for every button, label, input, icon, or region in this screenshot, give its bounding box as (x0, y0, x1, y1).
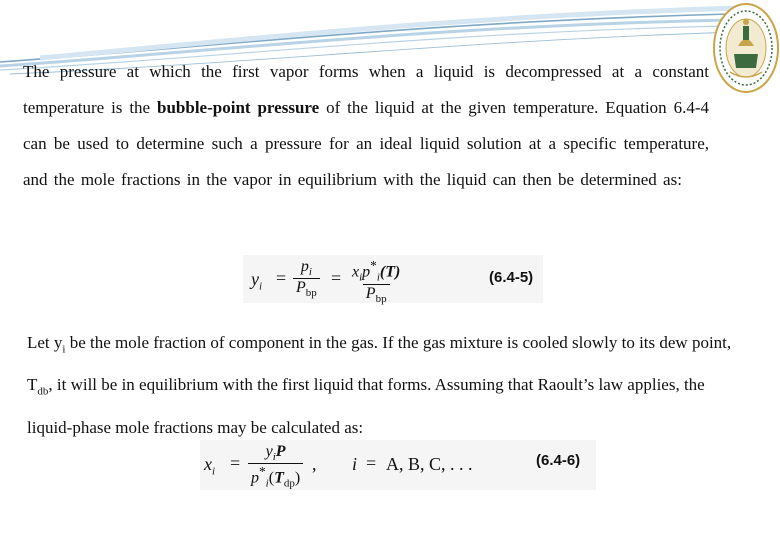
eq2-comma: , (312, 454, 317, 474)
eq2-lhs: $x_i$ (204, 454, 216, 478)
eq2-equals: = (230, 453, 241, 473)
dew-text-1: Let y (27, 333, 63, 352)
eq2-index: i (352, 454, 358, 474)
dew-text-2: be the mole fraction of component in the gas. If the gas mixture is cooled slowly to its dew point, T (27, 333, 732, 395)
dew-sub-i: i (62, 343, 66, 356)
eq1-lhs: $y_i$ (251, 269, 263, 293)
eq1-fraction-1: $p_i$ $P_{bp}$ (293, 258, 320, 299)
eq2-index-values: A, B, C, . . . (386, 454, 473, 474)
intro-paragraph (23, 54, 709, 198)
eq1-fraction-2: $x_ip^*_i(T)$ $P_{bp}$ (352, 258, 401, 305)
bubble-point-term: bubble-point pressure (157, 98, 320, 117)
dew-text-3: , it will be in equilibrium with the first liquid that forms. Assuming that Raoult’s law applies, the liquid-phase mole fractions may be calculated as: (27, 375, 705, 437)
eq2-number: (6.4-6) (536, 452, 581, 469)
eq1-equals-1: = (276, 268, 287, 288)
dew-point-paragraph (27, 325, 747, 446)
dew-sub-db: db (37, 385, 49, 398)
intro-text-2: of the liquid at the given temperature. Equation 6.4-4 can be used to determine such a pressure for an ideal liquid solution at a specific temperature, and the mole fractions in the vapor in equilibrium with the liquid can then be determined as: (23, 98, 710, 189)
equation-6-4-6 (200, 440, 596, 490)
eq2-fraction: $y_iP$ $p^*_i(T_{dp})$ (248, 443, 303, 490)
intro-text-1: The pressure at which the first vapor forms when a liquid is decompressed at a constant temperature is the (23, 62, 709, 117)
equation-6-4-5 (243, 255, 543, 303)
eq1-number: (6.4-5) (489, 269, 534, 286)
eq1-equals-2: = (331, 268, 342, 288)
eq2-index-equals: = (366, 453, 377, 473)
university-logo (712, 2, 780, 98)
